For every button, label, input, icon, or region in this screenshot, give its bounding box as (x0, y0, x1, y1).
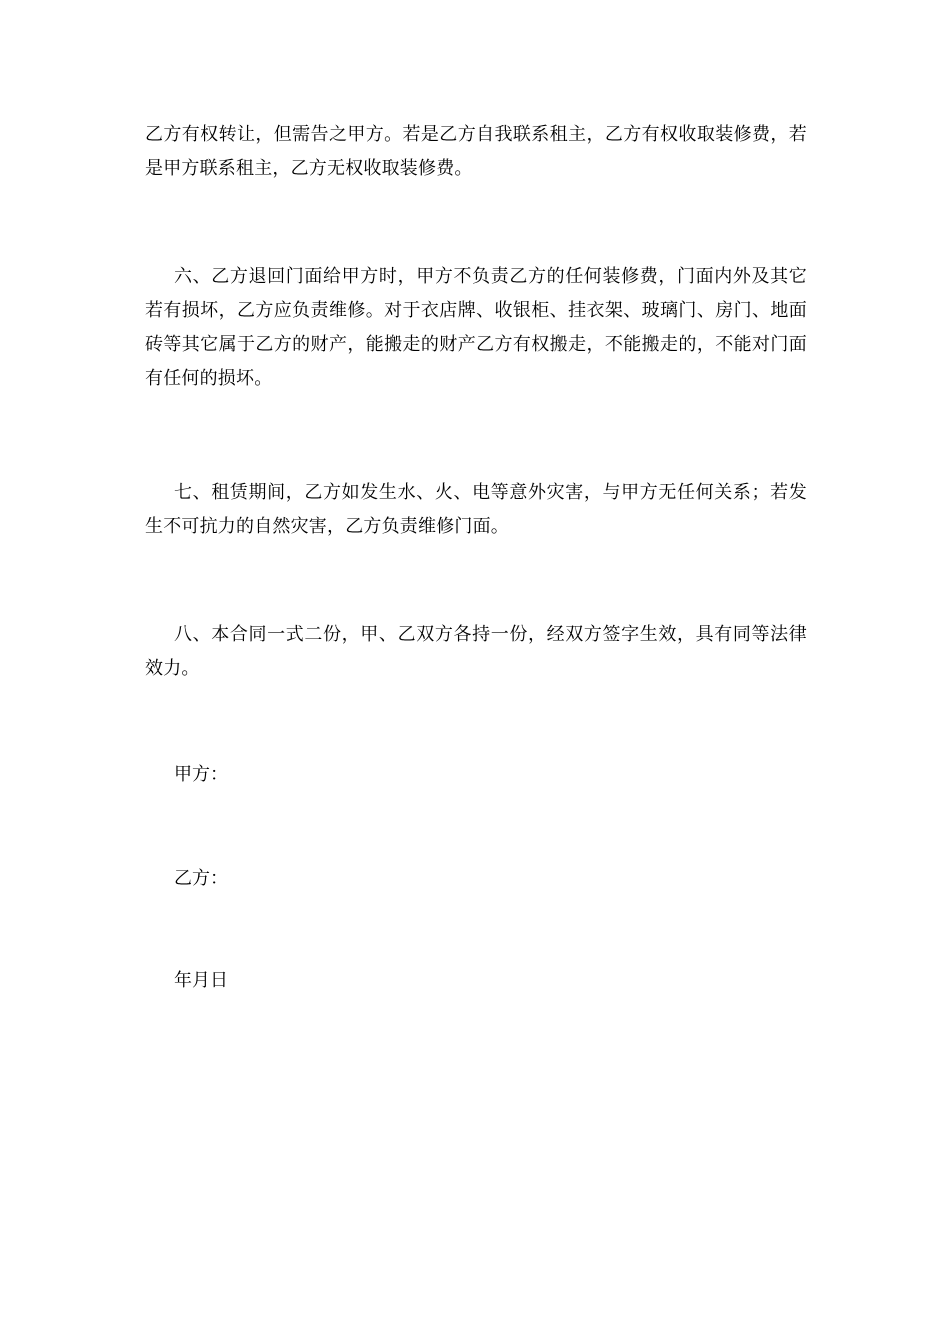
clause-paragraph-8: 八、本合同一式二份，甲、乙双方各持一份，经双方签字生效，具有同等法律效力。 (145, 624, 807, 679)
clause-paragraph-transfer: 乙方有权转让，但需告之甲方。若是乙方自我联系租主，乙方有权收取装修费，若是甲方联系租主，乙方无权收取装修费。 (145, 124, 807, 179)
signature-date: 年月日 (174, 970, 228, 991)
signature-party-a: 甲方： (174, 764, 228, 785)
signature-party-b: 乙方： (174, 868, 228, 889)
clause-paragraph-6: 六、乙方退回门面给甲方时，甲方不负责乙方的任何装修费，门面内外及其它若有损坏，乙方应负责维修。对于衣店牌、收银柜、挂衣架、玻璃门、房门、地面砖等其它属于乙方的财产，能搬走的财产乙方有权搬走，不能搬走的，不能对门面有任何的损坏。 (145, 266, 807, 389)
clause-paragraph-7: 七、租赁期间，乙方如发生水、火、电等意外灾害，与甲方无任何关系；若发生不可抗力的自然灾害，乙方负责维修门面。 (145, 482, 807, 537)
